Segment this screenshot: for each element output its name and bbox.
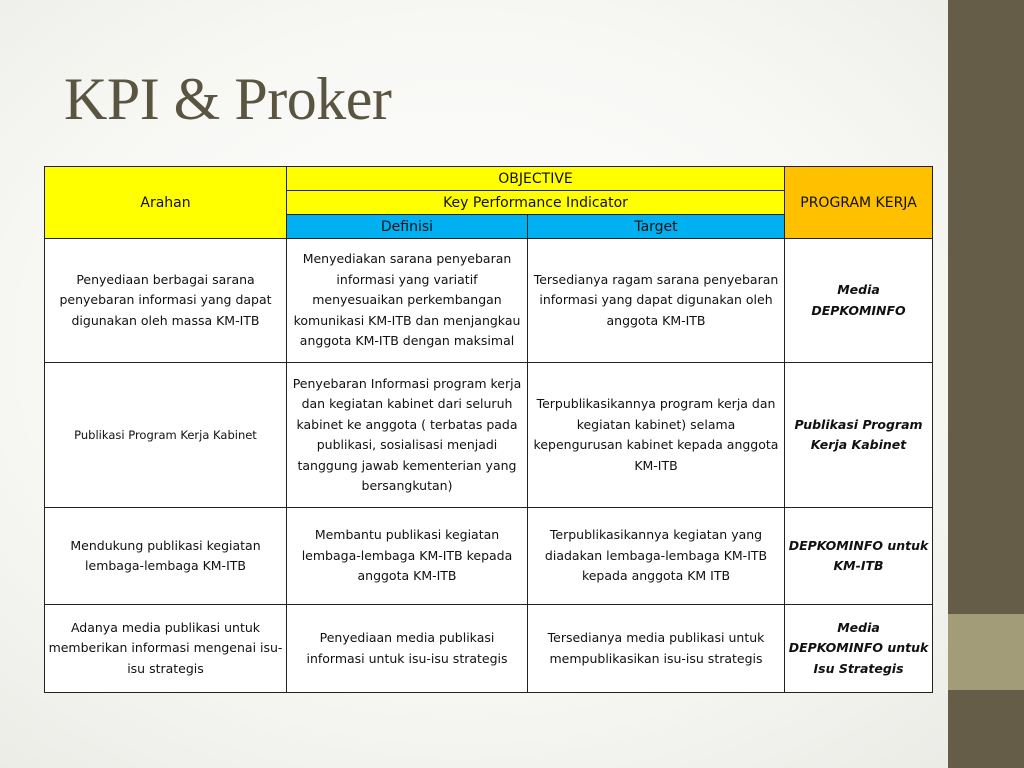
header-definisi: Definisi <box>287 215 528 239</box>
cell-arahan: Adanya media publikasi untuk memberikan informasi mengenai isu-isu strategis <box>45 605 287 693</box>
kpi-table <box>44 166 933 693</box>
cell-definisi: Menyediakan sarana penyebaran informasi yang variatif menyesuaikan perkembangan komunikasi KM-ITB dan menjangkau anggota KM-ITB dengan maksimal <box>287 239 528 363</box>
slide-title: KPI & Proker <box>64 66 392 132</box>
header-objective: OBJECTIVE <box>287 167 785 191</box>
table-row <box>45 605 933 693</box>
cell-arahan: Mendukung publikasi kegiatan lembaga-lembaga KM-ITB <box>45 508 287 605</box>
table-row <box>45 239 933 363</box>
cell-program-kerja: Media DEPKOMINFO <box>785 239 933 363</box>
cell-program-kerja: Media DEPKOMINFO untuk Isu Strategis <box>785 605 933 693</box>
cell-arahan: Publikasi Program Kerja Kabinet <box>45 363 287 508</box>
cell-program-kerja: Publikasi Program Kerja Kabinet <box>785 363 933 508</box>
table-row <box>45 363 933 508</box>
cell-program-kerja: DEPKOMINFO untuk KM-ITB <box>785 508 933 605</box>
cell-definisi: Penyediaan media publikasi informasi untuk isu-isu strategis <box>287 605 528 693</box>
table-row <box>45 508 933 605</box>
header-arahan: Arahan <box>45 167 287 239</box>
header-program-kerja: PROGRAM KERJA <box>785 167 933 239</box>
right-decorative-accent <box>948 614 1024 690</box>
cell-target: Tersedianya media publikasi untuk mempublikasikan isu-isu strategis <box>528 605 785 693</box>
cell-target: Tersedianya ragam sarana penyebaran informasi yang dapat digunakan oleh anggota KM-ITB <box>528 239 785 363</box>
cell-target: Terpublikasikannya program kerja dan kegiatan kabinet) selama kepengurusan kabinet kepada anggota KM-ITB <box>528 363 785 508</box>
cell-definisi: Penyebaran Informasi program kerja dan kegiatan kabinet dari seluruh kabinet ke anggota ( terbatas pada publikasi, sosialisasi menjadi tanggung jawab kementerian yang bersangkutan) <box>287 363 528 508</box>
cell-target: Terpublikasikannya kegiatan yang diadakan lembaga-lembaga KM-ITB kepada anggota KM ITB <box>528 508 785 605</box>
cell-definisi: Membantu publikasi kegiatan lembaga-lembaga KM-ITB kepada anggota KM-ITB <box>287 508 528 605</box>
header-target: Target <box>528 215 785 239</box>
cell-arahan: Penyediaan berbagai sarana penyebaran informasi yang dapat digunakan oleh massa KM-ITB <box>45 239 287 363</box>
header-kpi: Key Performance Indicator <box>287 191 785 215</box>
